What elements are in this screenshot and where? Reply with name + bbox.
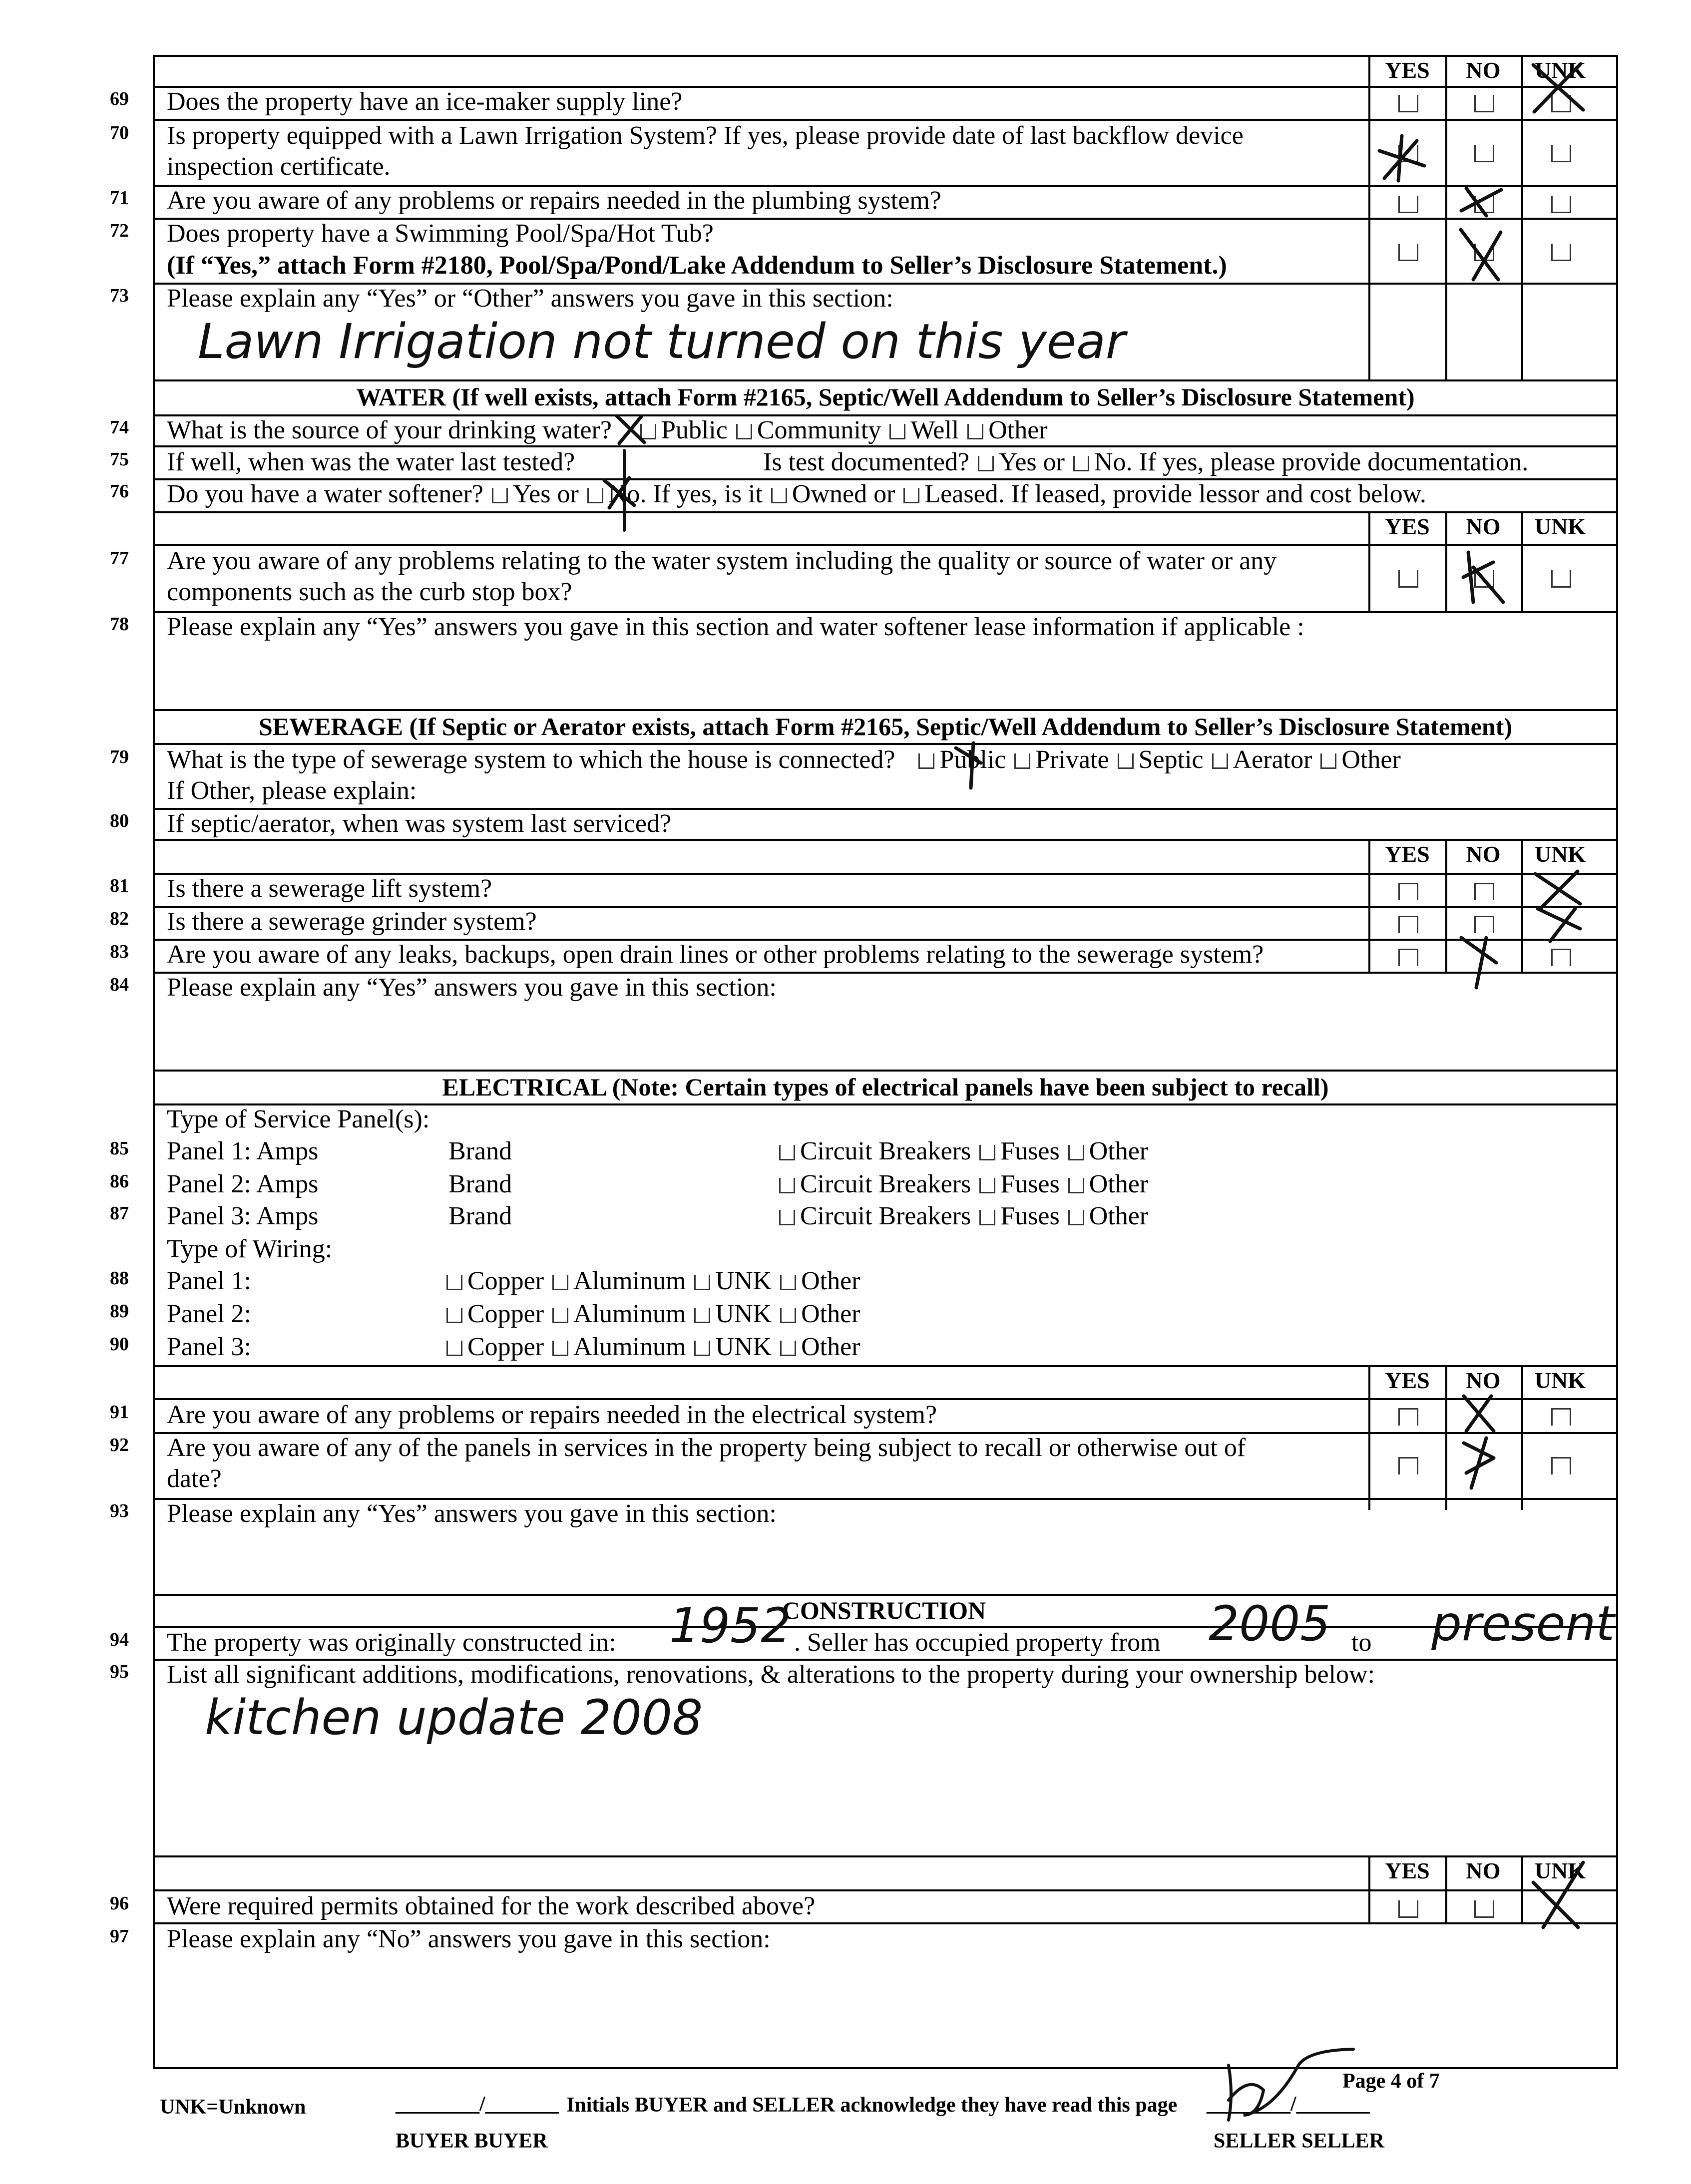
option-breakers: Circuit Breakers bbox=[800, 1137, 971, 1165]
check-mark-icon bbox=[614, 413, 649, 445]
col-header-unk: UNK bbox=[1534, 1368, 1586, 1393]
line-number: 79 bbox=[110, 746, 129, 767]
question-81: Is there a sewerage lift system? bbox=[167, 874, 492, 903]
col-divider bbox=[1445, 511, 1447, 611]
checkbox-86-fuses[interactable] bbox=[979, 1178, 995, 1193]
row-rule bbox=[153, 1398, 1618, 1400]
line-number: 82 bbox=[110, 908, 129, 929]
form-left-border bbox=[153, 55, 155, 2067]
checkbox-87-fuses[interactable] bbox=[979, 1210, 995, 1225]
check-mark-icon bbox=[1456, 933, 1501, 993]
section-title-electrical: ELECTRICAL (Note: Certain types of electrical panels have been subject to recall) bbox=[442, 1073, 1329, 1101]
checkbox-77-yes[interactable] bbox=[1398, 570, 1418, 588]
yes-or-label: Yes or bbox=[512, 480, 579, 508]
question-94-occupied: . Seller has occupied property from bbox=[794, 1628, 1161, 1657]
line-number: 72 bbox=[110, 220, 129, 241]
line-number: 71 bbox=[110, 187, 129, 208]
question-96: Were required permits obtained for the work described above? bbox=[167, 1892, 816, 1920]
col-divider bbox=[1368, 1365, 1370, 1510]
checkbox-79-septic[interactable] bbox=[1118, 753, 1134, 769]
footer-unk-legend: UNK=Unknown bbox=[160, 2096, 306, 2119]
col-header-no: NO bbox=[1466, 57, 1501, 83]
option-copper: Copper bbox=[467, 1333, 544, 1361]
question-77-line1: Are you aware of any problems relating to the water system including the quality or source of water or any bbox=[167, 547, 1277, 575]
leased-label: Leased. If leased, provide lessor and cost below. bbox=[924, 480, 1426, 508]
checkbox-88-aluminum[interactable] bbox=[552, 1275, 568, 1290]
panel-3-amps: Panel 3: Amps bbox=[167, 1202, 319, 1230]
checkbox-88-copper[interactable] bbox=[446, 1275, 462, 1290]
line-number: 90 bbox=[110, 1334, 129, 1355]
checkbox-83-unk[interactable] bbox=[1551, 949, 1571, 966]
option-other: Other bbox=[1341, 745, 1401, 774]
line-number: 70 bbox=[110, 122, 129, 143]
line-number: 75 bbox=[110, 449, 129, 470]
line-number: 85 bbox=[110, 1138, 129, 1159]
option-other: Other bbox=[801, 1333, 860, 1361]
question-76 bbox=[167, 480, 1426, 508]
question-79 bbox=[167, 746, 1401, 774]
check-mark-icon bbox=[1456, 1433, 1501, 1493]
option-breakers: Circuit Breakers bbox=[800, 1202, 971, 1230]
checkbox-79-public[interactable] bbox=[918, 753, 934, 769]
checkbox-86-other[interactable] bbox=[1068, 1178, 1084, 1193]
line-number: 84 bbox=[110, 974, 129, 995]
question-77-line2: components such as the curb stop box? bbox=[167, 578, 572, 606]
option-community: Community bbox=[757, 416, 881, 444]
question-78: Please explain any “Yes” answers you gave in this section and water softener lease information if applicable : bbox=[167, 613, 1304, 641]
checkbox-89-copper[interactable] bbox=[446, 1308, 462, 1323]
option-well: Well bbox=[910, 416, 959, 444]
checkbox-72-unk[interactable] bbox=[1551, 244, 1571, 261]
check-mark-icon bbox=[1528, 60, 1588, 115]
no-label: No. If yes, please provide documentation. bbox=[1094, 448, 1529, 476]
option-fuses: Fuses bbox=[1000, 1202, 1060, 1230]
option-copper: Copper bbox=[467, 1267, 544, 1295]
wiring-panel-2-options bbox=[444, 1300, 860, 1328]
line-number: 87 bbox=[110, 1203, 129, 1224]
checkbox-90-unk[interactable] bbox=[694, 1341, 710, 1356]
checkbox-91-unk[interactable] bbox=[1551, 1408, 1571, 1426]
option-other: Other bbox=[988, 416, 1048, 444]
option-aerator: Aerator bbox=[1233, 745, 1312, 774]
line-number: 78 bbox=[110, 614, 129, 635]
checkbox-70-no[interactable] bbox=[1474, 145, 1494, 162]
handwritten-answer-73: Lawn Irrigation not turned on this year bbox=[198, 314, 1126, 369]
check-mark-icon bbox=[1453, 547, 1508, 607]
question-71: Are you aware of any problems or repairs needed in the plumbing system? bbox=[167, 186, 941, 215]
row-rule bbox=[153, 379, 1618, 381]
col-divider bbox=[1445, 55, 1447, 379]
line-number: 95 bbox=[110, 1661, 129, 1682]
check-mark-icon bbox=[1374, 131, 1429, 186]
question-92-line1: Are you aware of any of the panels in services in the property being subject to recall or otherwise out of bbox=[167, 1434, 1246, 1462]
question-72-line2: (If “Yes,” attach Form #2180, Pool/Spa/Pond/Lake Addendum to Seller’s Disclosure Statement.) bbox=[167, 251, 1227, 280]
service-panel-label: Type of Service Panel(s): bbox=[167, 1105, 430, 1133]
option-aluminum: Aluminum bbox=[573, 1267, 686, 1295]
line-number: 97 bbox=[110, 1926, 129, 1947]
panel-2-brand: Brand bbox=[448, 1170, 512, 1198]
checkbox-76-owned[interactable] bbox=[771, 488, 787, 503]
checkbox-88-other[interactable] bbox=[780, 1275, 796, 1290]
checkbox-79-other[interactable] bbox=[1320, 753, 1336, 769]
question-75-documented bbox=[763, 448, 1528, 476]
buyer-initials-line[interactable]: ________/_______ bbox=[396, 2093, 559, 2116]
row-rule bbox=[153, 119, 1618, 121]
check-mark-icon bbox=[1530, 869, 1585, 944]
question-69: Does the property have an ice-maker supply line? bbox=[167, 87, 683, 116]
line-number: 93 bbox=[110, 1500, 129, 1521]
documented-label: Is test documented? bbox=[763, 448, 969, 476]
yes-or-label: Yes or bbox=[998, 448, 1065, 476]
question-75: If well, when was the water last tested? bbox=[167, 448, 575, 476]
col-divider bbox=[1368, 1855, 1370, 1922]
col-header-unk: UNK bbox=[1534, 57, 1586, 83]
section-title-water: WATER (If well exists, attach Form #2165, Septic/Well Addendum to Seller’s Disclosure Statement) bbox=[356, 383, 1415, 411]
line-number: 96 bbox=[110, 1893, 129, 1914]
panel-1-brand: Brand bbox=[448, 1137, 512, 1165]
col-divider bbox=[1368, 55, 1370, 379]
question-84: Please explain any “Yes” answers you gave in this section: bbox=[167, 973, 777, 1002]
checkbox-72-yes[interactable] bbox=[1398, 244, 1418, 261]
option-aluminum: Aluminum bbox=[573, 1300, 686, 1328]
col-header-no: NO bbox=[1466, 841, 1501, 867]
checkbox-75-no[interactable] bbox=[1073, 456, 1089, 471]
checkbox-90-copper[interactable] bbox=[446, 1341, 462, 1356]
col-header-yes: YES bbox=[1385, 514, 1430, 539]
handwritten-year-built: 1952 bbox=[669, 1598, 792, 1654]
line-number: 77 bbox=[110, 548, 129, 569]
checkbox-89-aluminum[interactable] bbox=[552, 1308, 568, 1323]
option-other: Other bbox=[1089, 1137, 1149, 1165]
col-header-yes: YES bbox=[1385, 1368, 1430, 1393]
wiring-panel-3-options bbox=[444, 1333, 860, 1361]
option-other: Other bbox=[1089, 1202, 1149, 1230]
row-rule bbox=[153, 709, 1618, 711]
question-93: Please explain any “Yes” answers you gave in this section: bbox=[167, 1499, 777, 1528]
checkbox-91-yes[interactable] bbox=[1398, 1408, 1418, 1426]
checkbox-87-breakers[interactable] bbox=[779, 1210, 795, 1225]
col-divider bbox=[1521, 1855, 1523, 1922]
option-other: Other bbox=[1089, 1170, 1149, 1198]
form-right-border bbox=[1616, 55, 1618, 2067]
checkbox-85-fuses[interactable] bbox=[979, 1145, 995, 1160]
col-header-yes: YES bbox=[1385, 841, 1430, 867]
checkbox-69-yes[interactable] bbox=[1398, 95, 1418, 112]
option-fuses: Fuses bbox=[1000, 1137, 1060, 1165]
col-header-unk: UNK bbox=[1534, 841, 1586, 867]
question-70-line2: inspection certificate. bbox=[167, 152, 391, 181]
handwritten-occupied-from: 2005 bbox=[1209, 1596, 1331, 1652]
question-82: Is there a sewerage grinder system? bbox=[167, 907, 537, 936]
checkbox-88-unk[interactable] bbox=[694, 1275, 710, 1290]
col-divider bbox=[1521, 1365, 1523, 1510]
option-public: Public bbox=[661, 416, 728, 444]
wiring-panel-3: Panel 3: bbox=[167, 1333, 251, 1361]
line-number: 91 bbox=[110, 1402, 129, 1423]
checkbox-69-no[interactable] bbox=[1474, 95, 1494, 112]
question-72-line1: Does property have a Swimming Pool/Spa/Hot Tub? bbox=[167, 219, 714, 248]
checkbox-90-other[interactable] bbox=[780, 1341, 796, 1356]
col-header-unk: UNK bbox=[1534, 1858, 1586, 1883]
question-79-other: If Other, please explain: bbox=[167, 776, 417, 805]
checkbox-71-yes[interactable] bbox=[1398, 196, 1418, 213]
checkbox-77-unk[interactable] bbox=[1551, 570, 1571, 588]
line-number: 94 bbox=[110, 1629, 129, 1650]
checkbox-74-other[interactable] bbox=[967, 424, 983, 439]
line-number: 92 bbox=[110, 1435, 129, 1456]
col-header-yes: YES bbox=[1385, 57, 1430, 83]
seller-initials-line[interactable]: ________/_______ bbox=[1207, 2093, 1370, 2116]
row-rule bbox=[153, 1889, 1618, 1891]
wiring-panel-1-options bbox=[444, 1267, 860, 1295]
section-title-construction: CONSTRUCTION bbox=[782, 1596, 986, 1624]
question-94-to: to bbox=[1351, 1628, 1372, 1657]
row-rule bbox=[153, 1922, 1618, 1924]
line-number: 74 bbox=[110, 417, 129, 438]
line-number: 73 bbox=[110, 285, 129, 306]
line-number: 76 bbox=[110, 481, 129, 502]
col-header-no: NO bbox=[1466, 514, 1501, 539]
checkbox-70-unk[interactable] bbox=[1551, 145, 1571, 162]
option-unk: UNK bbox=[715, 1300, 772, 1328]
line-number: 89 bbox=[110, 1301, 129, 1322]
col-divider bbox=[1445, 1365, 1447, 1510]
checkbox-89-unk[interactable] bbox=[694, 1308, 710, 1323]
line-number: 80 bbox=[110, 810, 129, 831]
sewerage-type-label: What is the type of sewerage system to which the house is connected? bbox=[167, 745, 895, 774]
softener-label: Do you have a water softener? bbox=[167, 480, 483, 508]
line-number: 86 bbox=[110, 1171, 129, 1192]
checkbox-81-no[interactable] bbox=[1474, 883, 1494, 900]
checkbox-76-leased[interactable] bbox=[903, 488, 919, 503]
row-rule bbox=[153, 1070, 1618, 1072]
no-label: No. If yes, is it bbox=[608, 480, 763, 508]
option-breakers: Circuit Breakers bbox=[800, 1170, 971, 1198]
option-septic: Septic bbox=[1138, 745, 1204, 774]
question-92-line2: date? bbox=[167, 1464, 222, 1493]
owned-label: Owned or bbox=[792, 480, 895, 508]
question-74-label: What is the source of your drinking water? bbox=[167, 416, 612, 444]
checkbox-83-yes[interactable] bbox=[1398, 949, 1418, 966]
check-mark-icon bbox=[1456, 1391, 1501, 1436]
row-rule bbox=[153, 544, 1618, 546]
check-mark-icon bbox=[951, 738, 996, 793]
question-70-line1: Is property equipped with a Lawn Irrigation System? If yes, please provide date of last backflow device bbox=[167, 121, 1244, 150]
footer-initials-text: Initials BUYER and SELLER acknowledge they have read this page bbox=[566, 2094, 1178, 2117]
checkbox-92-unk[interactable] bbox=[1551, 1457, 1571, 1474]
panel-3-brand: Brand bbox=[448, 1202, 512, 1230]
footer-seller-label: SELLER SELLER bbox=[1214, 2130, 1384, 2153]
check-mark-icon bbox=[599, 475, 639, 510]
checkbox-76-yes[interactable] bbox=[492, 488, 508, 503]
question-95: List all significant additions, modifications, renovations, & alterations to the property during your ownership below: bbox=[167, 1660, 1375, 1689]
option-other: Other bbox=[801, 1267, 860, 1295]
footer-buyer-label: BUYER BUYER bbox=[396, 2130, 548, 2153]
option-aluminum: Aluminum bbox=[573, 1333, 686, 1361]
checkbox-79-private[interactable] bbox=[1014, 753, 1030, 769]
checkbox-96-no[interactable] bbox=[1474, 1900, 1494, 1918]
checkbox-89-other[interactable] bbox=[780, 1308, 796, 1323]
checkbox-71-unk[interactable] bbox=[1551, 196, 1571, 213]
line-number: 81 bbox=[110, 875, 129, 896]
wiring-panel-1: Panel 1: bbox=[167, 1267, 251, 1295]
line-number: 69 bbox=[110, 88, 129, 109]
handwritten-answer-95: kitchen update 2008 bbox=[205, 1690, 703, 1746]
check-mark-icon bbox=[1453, 225, 1508, 285]
handwritten-occupied-to: present bbox=[1431, 1596, 1615, 1652]
page-number: Page 4 of 7 bbox=[1342, 2070, 1440, 2093]
row-rule bbox=[153, 743, 1618, 745]
checkbox-79-aerator[interactable] bbox=[1212, 753, 1228, 769]
option-fuses: Fuses bbox=[1000, 1170, 1060, 1198]
panel-2-amps: Panel 2: Amps bbox=[167, 1170, 319, 1198]
option-private: Private bbox=[1035, 745, 1109, 774]
panel-2-type bbox=[777, 1170, 1148, 1198]
checkbox-74-community[interactable] bbox=[736, 424, 752, 439]
col-divider bbox=[1521, 55, 1523, 379]
question-74 bbox=[167, 416, 1048, 444]
col-divider bbox=[1368, 511, 1370, 611]
question-73: Please explain any “Yes” or “Other” answers you gave in this section: bbox=[167, 284, 893, 313]
checkbox-86-breakers[interactable] bbox=[779, 1178, 795, 1193]
option-copper: Copper bbox=[467, 1300, 544, 1328]
question-83: Are you aware of any leaks, backups, open drain lines or other problems relating to the sewerage system? bbox=[167, 940, 1264, 969]
option-unk: UNK bbox=[715, 1333, 772, 1361]
col-header-no: NO bbox=[1466, 1368, 1501, 1393]
panel-1-type bbox=[777, 1137, 1148, 1165]
col-header-no: NO bbox=[1466, 1858, 1501, 1883]
question-97: Please explain any “No” answers you gave in this section: bbox=[167, 1925, 771, 1953]
checkbox-82-no[interactable] bbox=[1474, 916, 1494, 933]
col-divider bbox=[1445, 1855, 1447, 1922]
checkbox-90-aluminum[interactable] bbox=[552, 1341, 568, 1356]
wiring-panel-2: Panel 2: bbox=[167, 1300, 251, 1328]
option-other: Other bbox=[801, 1300, 860, 1328]
check-mark-icon bbox=[1528, 1852, 1588, 1932]
seller-initials-signature bbox=[1209, 2045, 1358, 2130]
wiring-label: Type of Wiring: bbox=[167, 1235, 333, 1263]
question-94: The property was originally constructed in: bbox=[167, 1628, 616, 1657]
checkbox-96-yes[interactable] bbox=[1398, 1900, 1418, 1918]
option-unk: UNK bbox=[715, 1267, 772, 1295]
checkbox-85-breakers[interactable] bbox=[779, 1145, 795, 1160]
check-mark-icon bbox=[1456, 186, 1511, 221]
checkbox-87-other[interactable] bbox=[1068, 1210, 1084, 1225]
checkbox-85-other[interactable] bbox=[1068, 1145, 1084, 1160]
panel-3-type bbox=[777, 1202, 1148, 1230]
panel-1-amps: Panel 1: Amps bbox=[167, 1137, 319, 1165]
col-divider bbox=[1521, 511, 1523, 611]
col-header-yes: YES bbox=[1385, 1858, 1430, 1883]
row-rule bbox=[153, 445, 1618, 447]
line-number: 83 bbox=[110, 941, 129, 962]
col-header-unk: UNK bbox=[1534, 514, 1586, 539]
checkbox-81-yes[interactable] bbox=[1398, 883, 1418, 900]
checkbox-74-well[interactable] bbox=[889, 424, 905, 439]
question-91: Are you aware of any problems or repairs needed in the electrical system? bbox=[167, 1401, 937, 1429]
section-title-sewerage: SEWERAGE (If Septic or Aerator exists, attach Form #2165, Septic/Well Addendum to Seller’s Disclosure Statement) bbox=[259, 713, 1512, 740]
line-number: 88 bbox=[110, 1268, 129, 1289]
checkbox-92-yes[interactable] bbox=[1398, 1457, 1418, 1474]
option-public: Public bbox=[939, 745, 1006, 774]
row-rule bbox=[153, 1626, 1618, 1628]
checkbox-75-yes[interactable] bbox=[978, 456, 994, 471]
question-80: If septic/aerator, when was system last serviced? bbox=[167, 809, 672, 838]
checkbox-82-yes[interactable] bbox=[1398, 916, 1418, 933]
